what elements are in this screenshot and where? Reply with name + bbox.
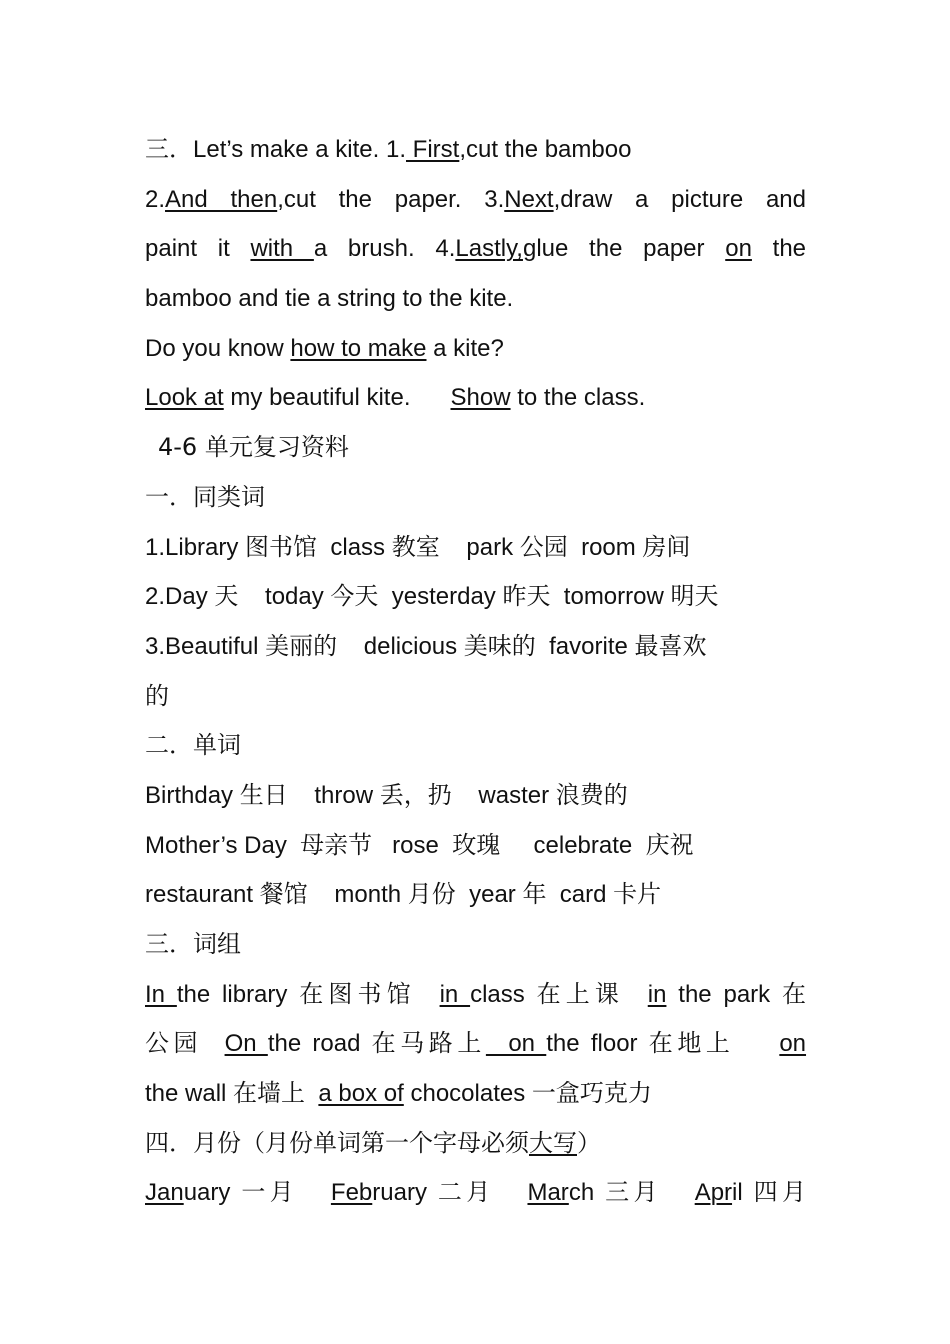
month-april: il 四月 [732,1179,806,1207]
phrase-in-park: the park 在 [666,980,806,1008]
phrase-in-library: the library 在图书馆 [176,980,440,1008]
section4-heading-text: 四．月份（月份单词第一个字母必须 [145,1128,529,1157]
look-show-line [145,373,806,423]
section1-row1: 1.Library 图书馆 class 教室 park 公园 room 房间 [145,533,691,561]
underlined-on-3: on [779,1030,807,1058]
phrase-on-road: the road 在马路上 [267,1030,486,1058]
step3-text: ,draw a picture and [553,185,806,213]
show-text: to the class. [510,384,646,412]
phrase-on-floor: the floor 在地上 [546,1030,780,1058]
underlined-on-2: on [485,1030,547,1058]
underlined-jan: Jan [145,1179,184,1207]
section3-heading: 三．词组 [145,930,241,958]
step2-number: 2. [145,185,166,213]
document-body [145,125,806,1218]
question-end: a kite? [426,334,504,362]
underlined-in-2: in [439,980,471,1008]
section2-row2: Mother’s Day 母亲节 rose 玫瑰 celebrate 庆祝 [145,831,694,859]
underlined-apr: Apr [694,1179,733,1207]
section3-row1 [145,970,806,1020]
look-text: my beautiful kite. [223,384,451,412]
kite-step3-line [145,224,806,274]
step3-text-cont: paint it [145,235,251,263]
section4-months-row [145,1168,806,1218]
underlined-show: Show [450,384,511,412]
section3-row2 [145,1019,806,1069]
question-text: Do you know [145,334,291,362]
phrase-chocolates: chocolates 一盒巧克力 [403,1080,652,1108]
unit-title [145,423,806,473]
section2-row3: restaurant 餐馆 month 月份 year 年 card 卡片 [145,881,662,909]
step4-number-text: a brush. 4. [313,235,456,263]
underlined-in-1: In [145,980,177,1008]
underlined-lastly: Lastly, [455,235,523,263]
kite-step1-text: ,cut the bamboo [459,136,632,163]
underlined-in-3: in [647,980,667,1008]
kite-step4-line [145,274,806,324]
underlined-on-1: On [224,1030,268,1058]
phrase-park-cont: 公园 [145,1030,225,1058]
section4-heading [145,1119,806,1169]
underlined-how-to-make: how to make [290,334,427,362]
section2-row1: Birthday 生日 throw 丢，扔 waster 浪费的 [145,781,628,809]
question-line [145,324,806,374]
month-february: ruary 二月 [372,1179,528,1207]
section1-row2: 2.Day 天 today 今天 yesterday 昨天 tomorrow 明天 [145,583,719,611]
step4-text-end: the [751,235,807,263]
step2-text: ,cut the paper. 3. [277,185,505,213]
underlined-mar: Mar [527,1179,569,1207]
phrase-in-class: class 在上课 [470,980,648,1008]
underlined-first: First [406,136,460,163]
section4-heading-close: ） [577,1128,601,1157]
underlined-feb: Feb [330,1179,373,1207]
underlined-a-box-of: a box of [318,1080,404,1108]
kite-heading-line [145,125,806,175]
unit-title-text: 4-6 单元复习资料 [158,433,349,462]
underlined-with: with [250,235,314,263]
section2-heading: 二．单词 [145,731,241,760]
section1-row3-wrap: 的 [145,681,169,710]
underlined-and-then: And then [165,185,278,213]
underlined-capital: 大写 [529,1128,577,1157]
kite-heading: 三．Let’s make a kite. 1. [145,136,406,163]
underlined-next: Next [504,185,554,213]
section1-heading: 一．同类词 [145,482,265,511]
underlined-look-at: Look at [145,384,224,412]
step4-text: glue the paper [522,235,726,263]
month-january: uary 一月 [183,1179,331,1207]
kite-step2-line [145,175,806,225]
phrase-on-wall: the wall 在墙上 [145,1080,319,1108]
step4-text-cont: bamboo and tie a string to the kite. [145,285,514,313]
underlined-on: on [725,235,752,263]
section3-row3 [145,1069,806,1119]
section1-row3: 3.Beautiful 美丽的 delicious 美味的 favorite 最喜欢 [145,632,707,660]
month-march: ch 三月 [568,1179,695,1207]
